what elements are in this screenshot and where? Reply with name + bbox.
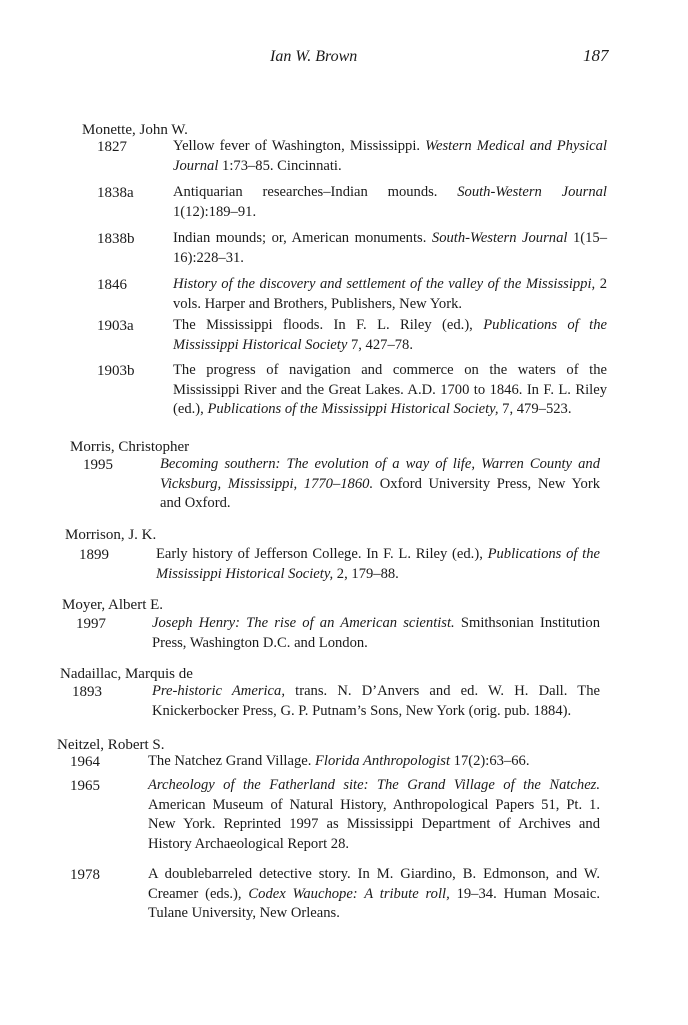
running-head [0,46,688,70]
bib-title-italic: South-Western Journal [457,184,607,200]
bib-entry-text [148,752,600,772]
bib-text-run: Smithsonian Institution Press, Washington D.C. and London. [152,615,600,651]
bib-entry-year: 1964 [70,754,100,770]
bib-text-run: Yellow fever of Washington, Mississippi. [173,138,426,154]
bib-text-run: A doublebarreled detective story. In M. Giardino, B. Edmonson, and W. Creamer (eds.), [148,866,600,902]
bib-text-run: 7, 479–523. [498,401,572,417]
bib-text-run: The progress of navigation and commerce on the waters of the Mississippi River and the Great Lakes. A.D. 1700 to 1846. In F. L. Riley (ed.), [173,362,607,417]
bib-entry-year: 1893 [72,684,102,700]
bib-title-italic: Publications of the Mississippi Historical Society, [207,401,499,417]
bib-text-run: 1(12):189–91. [173,203,257,220]
bib-author: Nadaillac, Marquis de [60,666,193,682]
page-number: 187 [583,46,609,65]
bib-entry-year: 1846 [97,277,127,293]
bib-entry-year: 1965 [70,778,100,794]
bib-entry-year: 1995 [83,457,113,473]
bib-text-run: Oxford University Press, New York and Oxford. [160,475,600,511]
bib-text-run: 19–34. Human Mosaic. Tulane University, New Orleans. [148,885,600,921]
bib-entry-text [173,275,607,314]
bib-entry-year: 1827 [97,139,127,155]
bib-title-italic: Publications of the Mississippi Historical Society [173,317,607,353]
bib-author: Morrison, J. K. [65,527,157,543]
bib-author: Monette, John W. [82,122,188,138]
bib-author: Neitzel, Robert S. [57,737,165,753]
bib-title-italic: South-Western Journal [431,230,568,246]
bib-text-run: 2 vols. Harper and Brothers, Publishers, New York. [173,276,607,312]
bib-entry-text [148,776,600,854]
bib-text-run: 17(2):63–66. [450,753,530,769]
bib-entry-text [173,361,607,420]
bib-text-run: 1:73–85. Cincinnati. [218,157,342,174]
running-head-author: Ian W. Brown [270,48,358,65]
bib-text-run: 7, 427–78. [347,336,413,353]
bib-author: Morris, Christopher [70,439,190,455]
bib-entry-text [160,455,600,514]
bib-entry-text [148,865,600,924]
bib-title-italic: History of the discovery and settlement of the valley of the Mississippi, [173,276,596,292]
bib-title-italic: Pre-historic America, [152,683,285,699]
bib-entry-year: 1838b [97,231,135,247]
bib-entry-text [152,682,600,721]
bib-entry-text [173,229,607,268]
bib-entry-year: 1997 [76,616,106,632]
bib-title-italic: Western Medical and Physical Journal [173,138,607,174]
bib-entry-year: 1903a [97,318,134,334]
bib-text-run: The Mississippi floods. In F. L. Riley (ed.), [173,317,484,333]
bib-entry-text [156,545,600,584]
bib-entry-year: 1978 [70,867,100,883]
bib-text-run: 2, 179–88. [333,565,399,582]
bib-title-italic: Codex Wauchope: A tribute roll, [248,885,450,902]
bib-title-italic: Becoming southern: The evolution of a way of life, Warren County and Vicksburg, Mississippi, 1770–1860. [160,456,600,492]
bib-entry-text [173,316,607,355]
bib-title-italic: Publications of the Mississippi Historical Society, [156,546,600,582]
bib-entry-year: 1899 [79,547,109,563]
bib-entry-year: 1903b [97,363,135,379]
bib-text-run: Antiquarian researches–Indian mounds. [173,184,458,200]
bib-title-italic: Archeology of the Fatherland site: The Grand Village of the Natchez. [148,777,600,793]
bib-entry-text [152,614,600,653]
bib-entry-text [173,183,607,222]
bib-entry-text [173,137,607,176]
bib-text-run: Early history of Jefferson College. In F. L. Riley (ed.), [156,546,488,562]
bib-text-run: trans. N. D’Anvers and ed. W. H. Dall. The Knickerbocker Press, G. P. Putnam’s Sons, New York (orig. pub. 1884). [152,683,600,719]
bib-text-run: American Museum of Natural History, Anthropological Papers 51, Pt. 1. New York. Reprinted 1997 as Mississippi Department of Archives and History Archaeological Report 28. [148,796,600,852]
bib-title-italic: Florida Anthropologist [315,753,451,769]
bib-text-run: Indian mounds; or, American monuments. [173,230,432,246]
bib-title-italic: Joseph Henry: The rise of an American scientist. [152,615,455,631]
bib-text-run: The Natchez Grand Village. [148,753,316,769]
bib-author: Moyer, Albert E. [62,597,164,613]
bib-entry-year: 1838a [97,185,134,201]
bib-text-run: 1(15–16):228–31. [173,230,607,266]
